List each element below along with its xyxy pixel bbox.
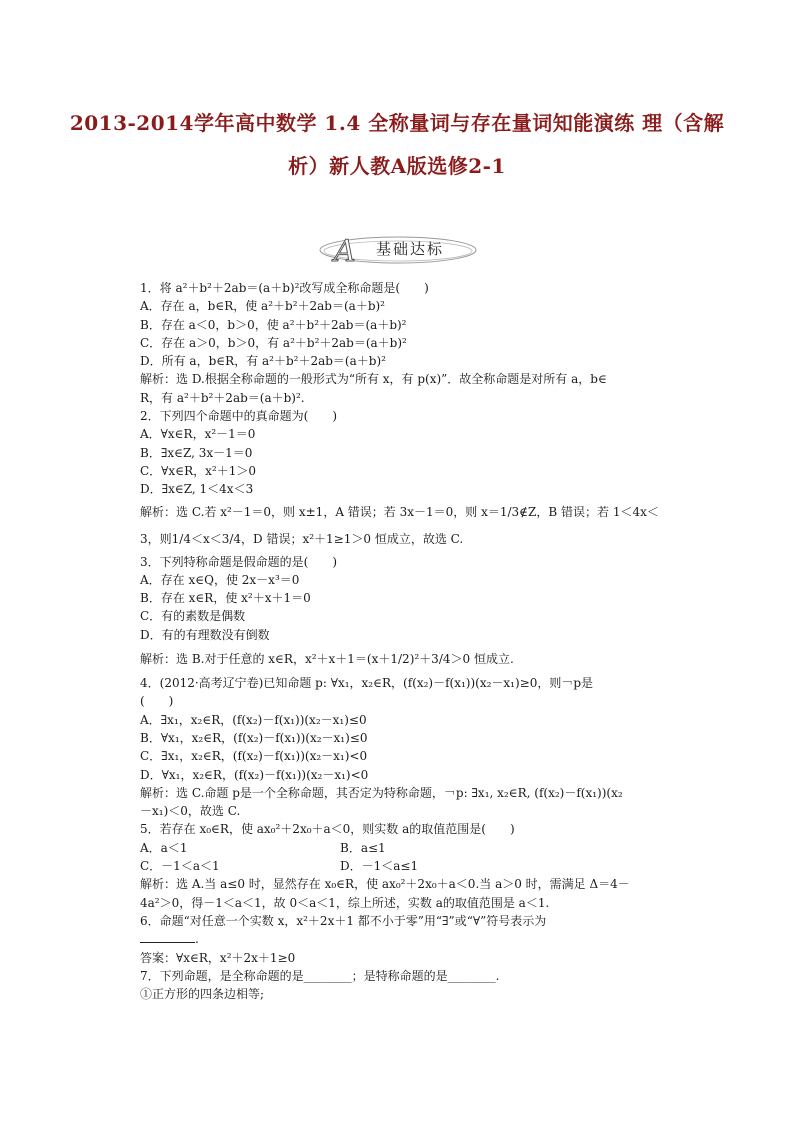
svg-text:A: A bbox=[334, 234, 356, 268]
text-line: 3，则1/4＜x＜3/4，D 错误；x²＋1≥1＞0 恒成立，故选 C. bbox=[140, 531, 464, 546]
document-title-line2: 析）新人教A版选修2-1 bbox=[288, 154, 506, 178]
text-line: A．∀x∈R，x²－1＝0 bbox=[140, 427, 256, 442]
text-line: 答案：∀x∈R，x²＋2x＋1≥0 bbox=[140, 950, 296, 965]
document-body bbox=[140, 279, 680, 1003]
text-line: R，有 a²＋b²＋2ab＝(a＋b)². bbox=[140, 390, 305, 405]
option-row bbox=[140, 857, 680, 875]
text-line: ①正方形的四条边相等; bbox=[140, 987, 265, 1002]
text-line: C．∃x₁，x₂∈R，(f(x₂)－f(x₁))(x₂－x₁)<0 bbox=[140, 749, 368, 764]
text-line: B．存在 a＜0，b＞0，使 a²＋b²＋2ab＝(a＋b)² bbox=[140, 317, 407, 332]
text-line: B．∃x∈Z, 3x－1＝0 bbox=[140, 445, 253, 460]
text-line: 解析：选 B.对于任意的 x∈R，x²＋x＋1＝(x＋1/2)²＋3/4＞0 恒成立. bbox=[140, 652, 514, 667]
text-line: 解析：选 C.命题 p是一个全称命题，其否定为特称命题，￢p: ∃x₁, x₂∈R, (f(x₂)－f(x₁))(x₂ bbox=[140, 785, 623, 800]
text-line: B．∀x₁，x₂∈R，(f(x₂)－f(x₁))(x₂－x₁)≤0 bbox=[140, 730, 368, 745]
document-title-line1: 2013-2014学年高中数学 1.4 全称量词与存在量词知能演练 理（含解 bbox=[69, 111, 725, 135]
text-line: 解析：选 A.当 a≤0 时，显然存在 x₀∈R，使 ax₀²＋2x₀＋a＜0.当 a＞0 时，需满足 Δ＝4－ bbox=[140, 877, 630, 892]
text-line: B．存在 x∈R，使 x²＋x＋1＝0 bbox=[140, 591, 311, 606]
text-line: D．所有 a，b∈R，有 a²＋b²＋2ab＝(a＋b)² bbox=[140, 354, 386, 369]
option-c: C．－1＜a＜1 bbox=[140, 859, 220, 874]
text-line: 4．(2012·高考辽宁卷)已知命题 p: ∀x₁，x₂∈R，(f(x₂)－f(x₁))(x₂－x₁)≥0，则￢p是 bbox=[140, 676, 594, 691]
section-header bbox=[316, 232, 478, 268]
text-line: D．∀x₁，x₂∈R，(f(x₂)－f(x₁))(x₂－x₁)<0 bbox=[140, 767, 369, 782]
option-b: B．a≤1 bbox=[340, 840, 386, 855]
text-line: A．存在 a，b∈R，使 a²＋b²＋2ab＝(a＋b)² bbox=[140, 299, 385, 314]
section-title: 基础达标 bbox=[376, 240, 445, 258]
answer-blank: . bbox=[140, 930, 680, 948]
text-line: C．存在 a＞0，b＞0，有 a²＋b²＋2ab＝(a＋b)² bbox=[140, 335, 407, 350]
option-row bbox=[140, 839, 680, 857]
text-line: A．存在 x∈Q，使 2x－x³＝0 bbox=[140, 572, 300, 587]
text-line: 3．下列特称命题是假命题的是( ) bbox=[140, 554, 337, 569]
text-line: 解析：选 C.若 x²－1＝0，则 x±1，A 错误；若 3x－1＝0，则 x＝1/3∉Z，B 错误；若 1＜4x＜ bbox=[140, 504, 659, 519]
text-line: ( ) bbox=[140, 694, 174, 709]
text-line: A．∃x₁，x₂∈R，(f(x₂)－f(x₁))(x₂－x₁)≤0 bbox=[140, 712, 367, 727]
text-line: 5．若存在 x₀∈R，使 ax₀²＋2x₀＋a＜0，则实数 a的取值范围是( ) bbox=[140, 822, 515, 837]
text-line: 2．下列四个命题中的真命题为( ) bbox=[140, 409, 337, 424]
text-line: 1．将 a²＋b²＋2ab＝(a＋b)²改写成全称命题是( ) bbox=[140, 281, 429, 295]
text-line: －x₁)＜0，故选 C. bbox=[140, 804, 241, 819]
text-line: C．∀x∈R，x²＋1＞0 bbox=[140, 463, 256, 478]
text-line: 6．命题“对任意一个实数 x，x²＋2x＋1 都不小于零”用“∃”或“∀”符号表示为 bbox=[140, 913, 547, 928]
option-d: D．－1＜a≤1 bbox=[340, 859, 419, 874]
text-line: D．有的有理数没有倒数 bbox=[140, 627, 270, 642]
text-line: C．有的素数是偶数 bbox=[140, 609, 246, 624]
option-a: A．a＜1 bbox=[140, 840, 188, 855]
text-line: 解析：选 D.根据全称命题的一般形式为“所有 x，有 p(x)”．故全称命题是对所有 a，b∈ bbox=[140, 372, 607, 387]
text-line: 7．下列命题，是全称命题的是________；是特称命题的是________. bbox=[140, 968, 500, 983]
text-line: D．∃x∈Z, 1＜4x＜3 bbox=[140, 482, 254, 497]
text-line: 4a²＞0，得－1＜a＜1，故 0＜a＜1，综上所述，实数 a的取值范围是 a＜1. bbox=[140, 895, 550, 910]
